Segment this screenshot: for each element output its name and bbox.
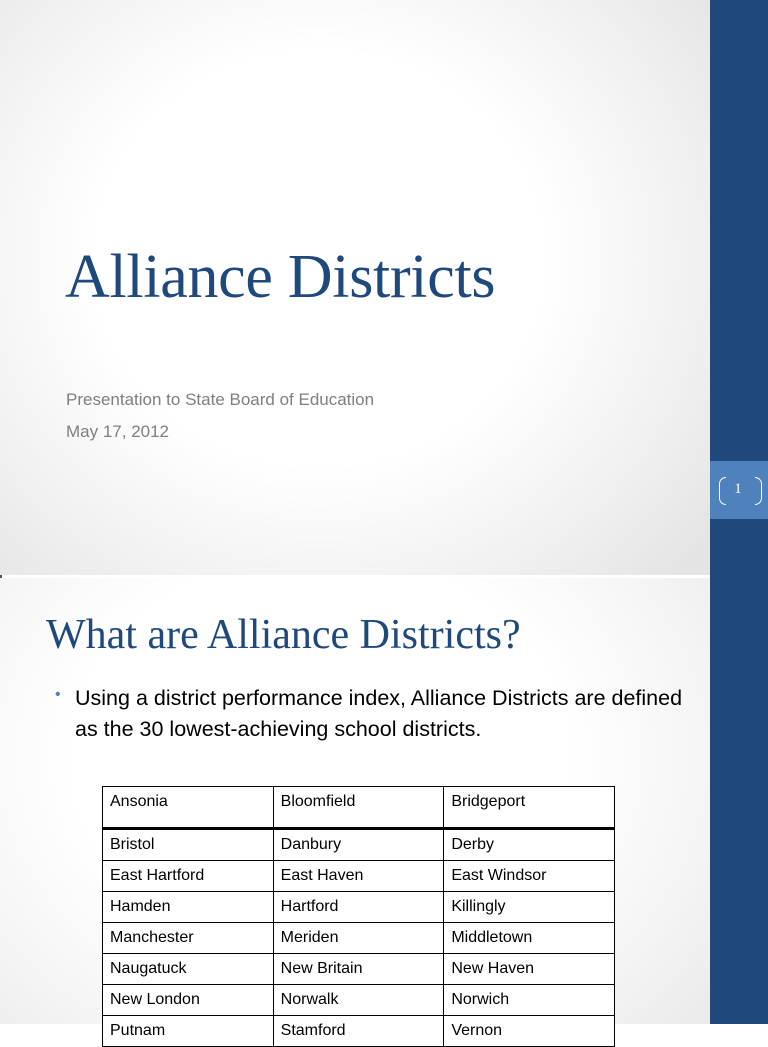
table-cell: Middletown xyxy=(444,923,615,954)
table-row xyxy=(103,787,615,829)
table-row xyxy=(103,985,615,1016)
table-cell: New London xyxy=(103,985,274,1016)
table-cell: New Haven xyxy=(444,954,615,985)
table-cell: Danbury xyxy=(273,829,444,861)
slide-date: May 17, 2012 xyxy=(66,422,170,441)
table-cell: Hartford xyxy=(273,892,444,923)
slide-title: Alliance Districts xyxy=(65,243,496,311)
table-cell: Naugatuck xyxy=(103,954,274,985)
slide-heading: What are Alliance Districts? xyxy=(46,612,521,658)
bullet-text: Using a district performance index, Alliance Districts are defined as the 30 lowest-achieving school districts. xyxy=(75,686,683,741)
table-row xyxy=(103,829,615,861)
table-cell: Hamden xyxy=(103,892,274,923)
table-cell: Norwich xyxy=(444,985,615,1016)
bullet-item xyxy=(55,683,695,745)
table-cell: Ansonia xyxy=(103,787,274,829)
table-cell: New Britain xyxy=(273,954,444,985)
table-cell: Meriden xyxy=(273,923,444,954)
table-cell: Manchester xyxy=(103,923,274,954)
table-row xyxy=(103,861,615,892)
slide-subtitle: Presentation to State Board of Education xyxy=(66,390,375,409)
districts-table xyxy=(102,786,615,1047)
table-cell: Norwalk xyxy=(273,985,444,1016)
slide-number: 1 xyxy=(734,481,742,497)
table-cell: Killingly xyxy=(444,892,615,923)
table-row xyxy=(103,1016,615,1047)
table-cell: Putnam xyxy=(103,1016,274,1047)
table-cell: East Haven xyxy=(273,861,444,892)
table-row xyxy=(103,892,615,923)
slide-sidebar xyxy=(710,0,768,1024)
right-bracket-icon xyxy=(755,477,762,505)
table-cell: Stamford xyxy=(273,1016,444,1047)
table-cell: East Windsor xyxy=(444,861,615,892)
table-cell: Vernon xyxy=(444,1016,615,1047)
table-cell: Bloomfield xyxy=(273,787,444,829)
slide-number-tab xyxy=(710,461,768,519)
table-row xyxy=(103,954,615,985)
left-bracket-icon xyxy=(719,477,726,505)
table-cell: East Hartford xyxy=(103,861,274,892)
table-cell: Derby xyxy=(444,829,615,861)
table-row xyxy=(103,923,615,954)
table-cell: Bristol xyxy=(103,829,274,861)
table-cell: Bridgeport xyxy=(444,787,615,829)
bullet-icon: • xyxy=(55,686,61,703)
